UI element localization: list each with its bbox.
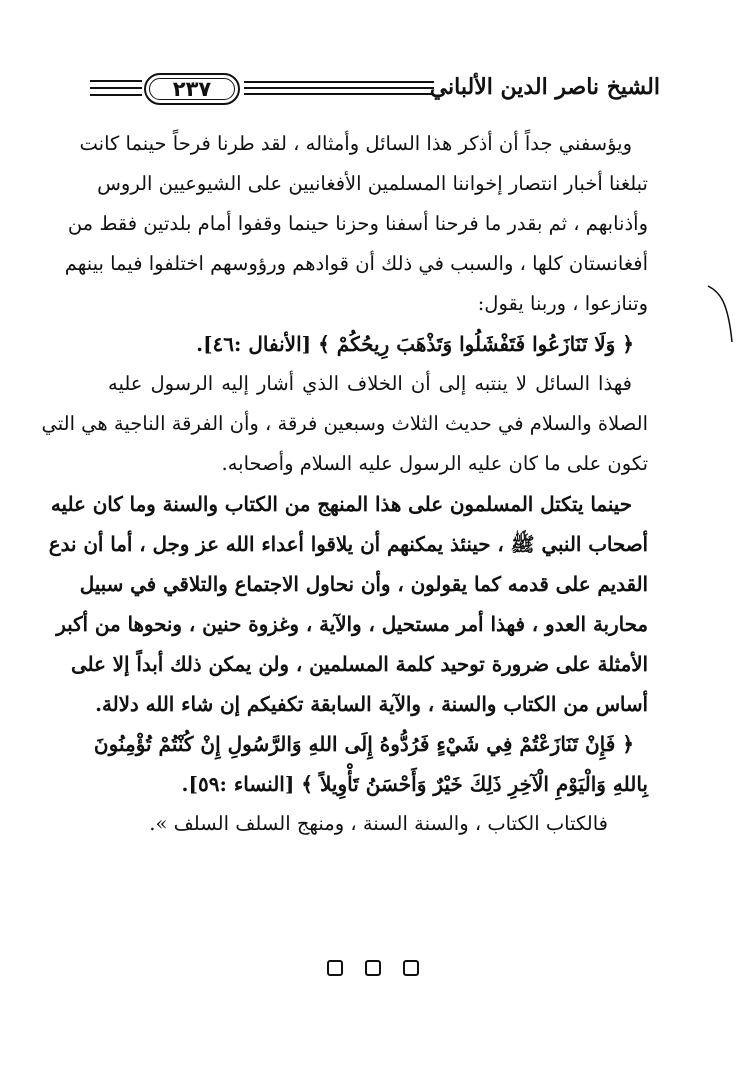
text-line: الصلاة والسلام في حديث الثلاث وسبعين فرقة ، وأن الفرقة الناجية هي التي (41, 412, 648, 435)
square-ornament (365, 960, 381, 976)
header-rule-middle (244, 81, 434, 83)
margin-bracket-mark (706, 282, 736, 352)
text-line: وأذنابهم ، ثم بقدر ما فرحنا أسفنا وحزنا حينما وقفوا أمام بلدتين فقط من (67, 212, 648, 235)
square-ornament (327, 960, 343, 976)
text-line: الأمثلة على ضرورة توحيد كلمة المسلمين ، ولن يمكن ذلك أبداً إلا على (70, 652, 648, 676)
square-ornament (403, 960, 419, 976)
page-header (90, 70, 660, 110)
quran-verse: بِاللهِ وَالْيَوْمِ الْآخِرِ ذَلِكَ خَيْرٌ وَأَحْسَنُ تَأْوِيلاً ﴾ [النساء :٥٩]. (181, 772, 648, 796)
header-rule-middle (244, 87, 434, 89)
text-line: تكون على ما كان عليه الرسول عليه السلام وأصحابه. (221, 452, 648, 475)
end-of-section-marks (316, 957, 430, 976)
text-line: القديم على قدمه كما يقولون ، وأن نحاول الاجتماع والتلاقي في سبيل (79, 572, 648, 596)
text-line: أصحاب النبي ﷺ ، حينئذ يمكنهم أن يلاقوا أعداء الله عز وجل ، أما أن ندع (48, 532, 648, 556)
text-line: محاربة العدو ، فهذا أمر مستحيل ، والآية ، وغزوة حنين ، ونحوها من أكبر (56, 612, 648, 636)
text-line: فالكتاب الكتاب ، والسنة السنة ، ومنهج السلف السلف ». (149, 812, 608, 835)
page-number: ٢٣٧ (144, 73, 240, 105)
header-rule-left (90, 87, 142, 89)
text-line: فهذا السائل لا ينتبه إلى أن الخلاف الذي أشار إليه الرسول عليه (108, 372, 632, 395)
text-line: ويؤسفني جداً أن أذكر هذا السائل وأمثاله ، لقد طرنا فرحاً حينما كانت (79, 132, 632, 155)
quran-verse: ﴿ فَإِنْ تَنَازَعْتُمْ فِي شَيْءٍ فَرُدُّوهُ إِلَى اللهِ وَالرَّسُولِ إِنْ كُنْتُمْ تُؤْمِنُونَ (93, 732, 634, 756)
quran-verse: ﴿ وَلَا تَنَازَعُوا فَتَفْشَلُوا وَتَذْهَبَ رِيحُكُمْ ﴾ [الأنفال :٤٦]. (196, 332, 634, 356)
header-rule-middle (244, 93, 434, 95)
header-rule-left (90, 94, 142, 96)
header-title: الشيخ ناصر الدين الألباني (429, 74, 660, 100)
header-rule-left (90, 80, 142, 82)
text-line: تبلغنا أخبار انتصار إخواننا المسلمين الأفغانيين على الشيوعيين الروس (97, 172, 648, 195)
text-line: أساس من الكتاب والسنة ، والآية السابقة تكفيكم إن شاء الله دلالة. (95, 692, 648, 716)
body-text (41, 124, 648, 844)
text-line: أفغانستان كلها ، والسبب في ذلك أن قوادهم ورؤوسهم اختلفوا فيما بينهم (64, 252, 648, 275)
text-line: وتنازعوا ، وربنا يقول: (477, 292, 648, 315)
text-line: حينما يتكتل المسلمون على هذا المنهج من الكتاب والسنة وما كان عليه (50, 492, 632, 516)
